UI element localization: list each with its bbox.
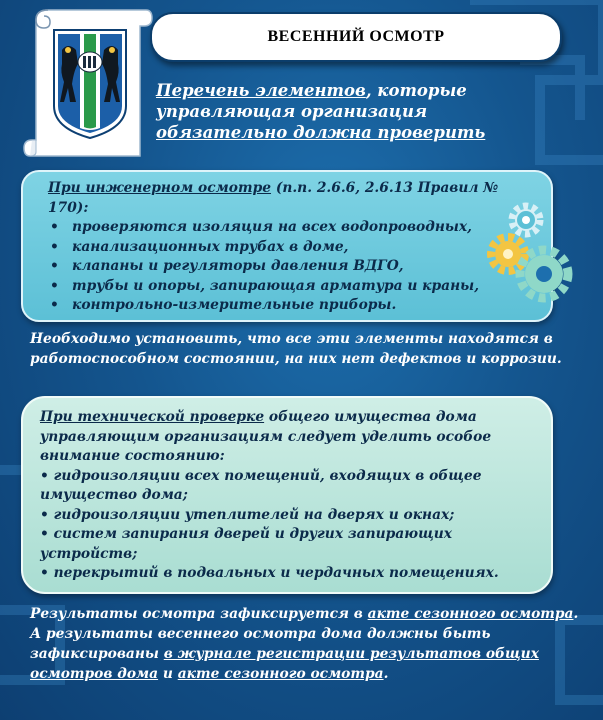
- results-text-2: А результаты весеннего осмотра дома должны быть зафиксированы: [30, 626, 491, 662]
- technical-heading: [40, 408, 540, 467]
- seasonal-act-link-2: акте сезонного осмотра: [177, 666, 384, 682]
- subtitle-line3: обязательно должна проверить: [156, 123, 486, 142]
- technical-inspection-box: [21, 396, 553, 594]
- engineering-heading-rest: (п.п. 2.6.6, 2.6.13 Правил № 170):: [48, 180, 499, 216]
- list-item: • гидроизоляции утеплителей на дверях и окнах;: [40, 506, 455, 523]
- gear-yellow-icon: [491, 237, 525, 271]
- list-item: • клапаны и регуляторы давления ВДГО,: [48, 257, 528, 277]
- technical-heading-rest: общего имущества дома управляющим организациям следует уделить особое внимание состоянию:: [40, 409, 492, 464]
- technical-heading-underlined: При технической проверке: [40, 409, 265, 425]
- subtitle-line1-rest: , которые: [365, 81, 467, 100]
- list-item: • проверяются изоляция на всех водопроводных,: [48, 218, 528, 238]
- list-item: • систем запирания дверей и других запирающих устройств;: [40, 526, 452, 562]
- subtitle-line2: управляющая организация: [156, 102, 428, 121]
- results-end-1: .: [573, 606, 579, 622]
- list-item: • контрольно-измерительные приборы.: [48, 296, 528, 316]
- engineering-list: [48, 218, 528, 316]
- condition-note: Необходимо установить, что все эти элементы находятся в работоспособном состоянии, на них нет дефектов и коррозии.: [30, 331, 562, 367]
- results-mid-2: и: [158, 666, 178, 682]
- list-item: • перекрытий в подвальных и чердачных помещениях.: [40, 565, 499, 581]
- page-title: ВЕСЕННИЙ ОСМОТР: [267, 28, 445, 45]
- journal-link: в журнале регистрации результатов общих осмотров дома: [30, 646, 539, 682]
- subtitle: [156, 80, 556, 143]
- title-banner: [150, 12, 562, 62]
- engineering-heading-underlined: При инженерном осмотре: [48, 180, 272, 196]
- results-end-2: .: [383, 666, 389, 682]
- list-item: • гидроизоляции всех помещений, входящих в общее имущество дома;: [40, 467, 482, 503]
- subtitle-underlined: Перечень элементов: [156, 81, 366, 100]
- gear-small-icon: [512, 206, 540, 234]
- list-item: • канализационных трубах в доме,: [48, 238, 528, 258]
- results-text-1: Результаты осмотра зафиксируется в: [30, 606, 368, 622]
- coat-of-arms-scroll: [22, 6, 154, 160]
- engineering-heading: [48, 179, 528, 218]
- results-paragraph-1: [30, 604, 585, 624]
- results-paragraph-2: [30, 624, 585, 684]
- results-section: [30, 604, 585, 684]
- seasonal-act-link: акте сезонного осмотра: [367, 606, 574, 622]
- gears-icon: [468, 198, 578, 308]
- list-item: • трубы и опоры, запирающая арматура и краны,: [48, 277, 528, 297]
